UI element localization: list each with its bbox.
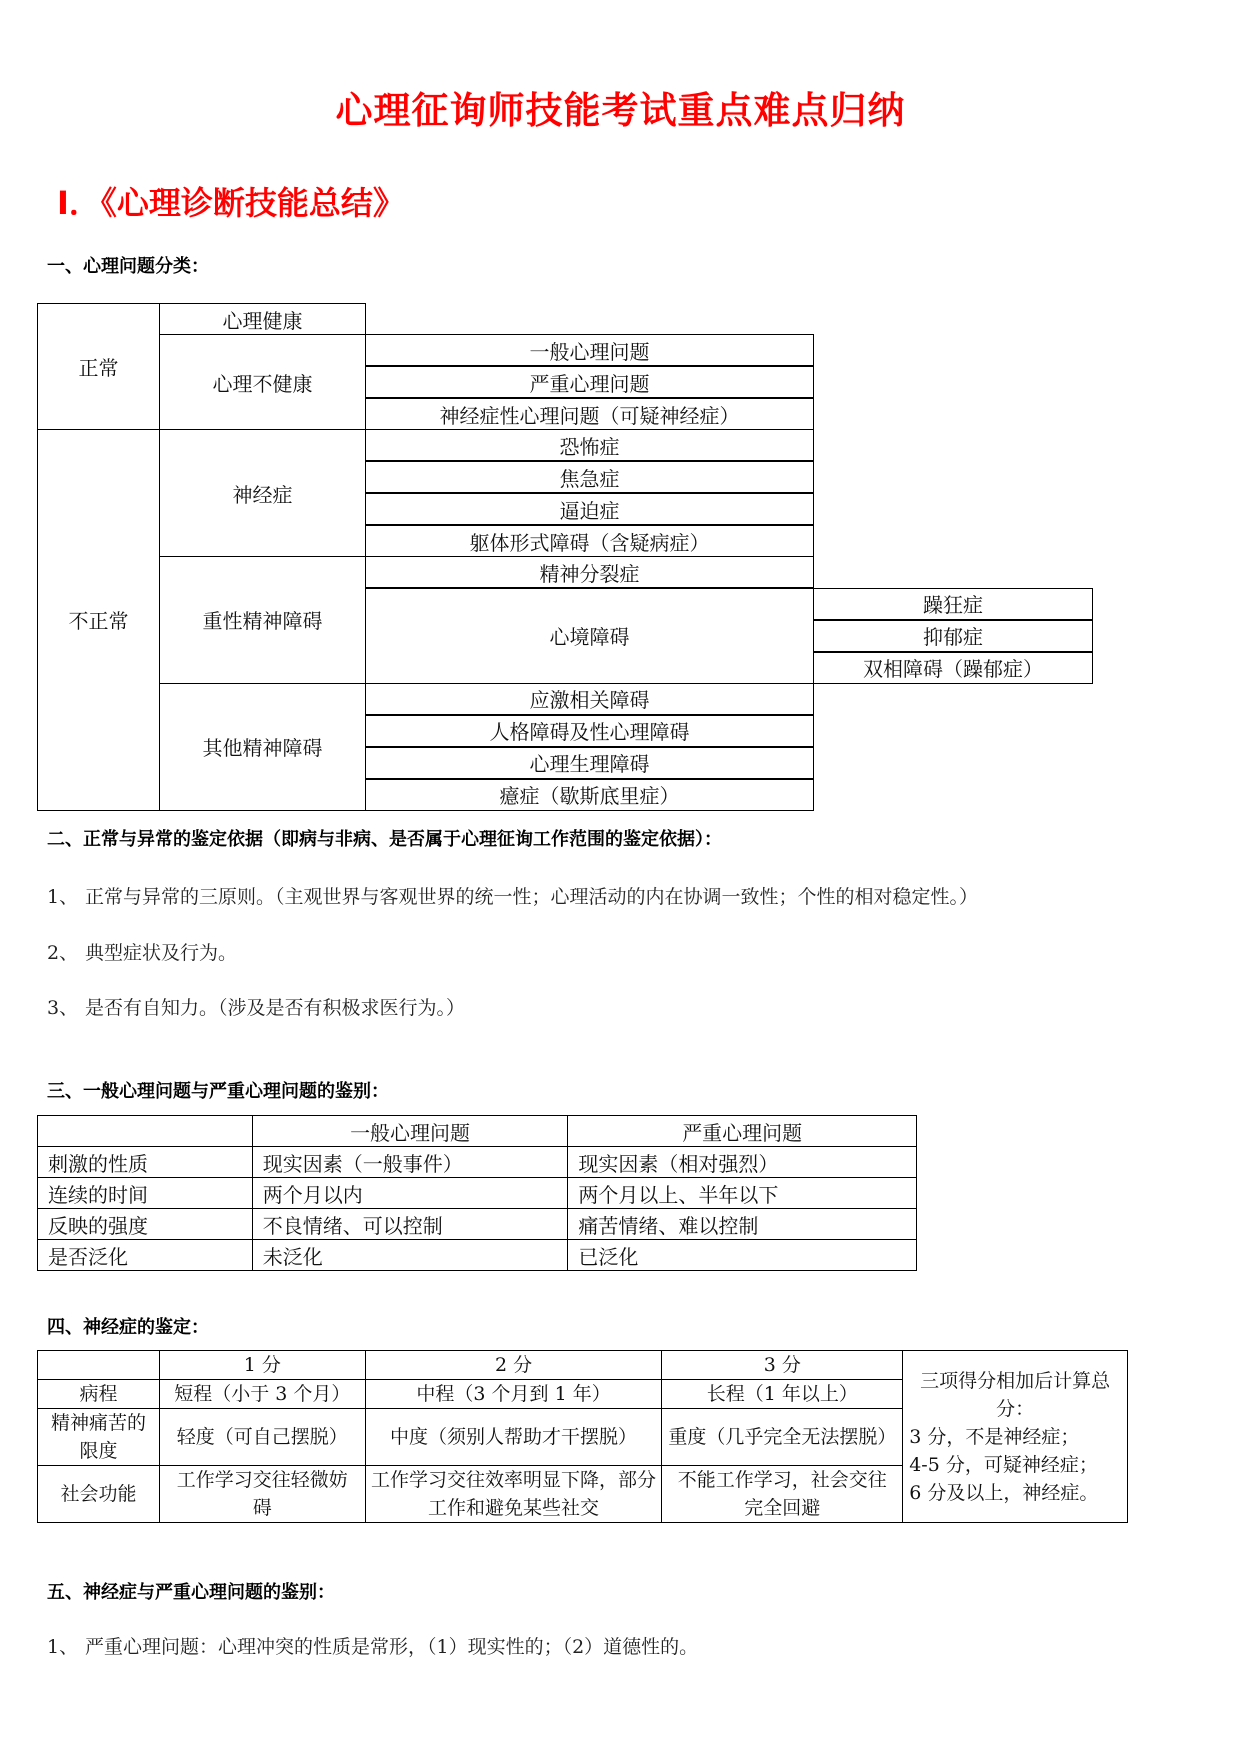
neurosis-vs-serious-item-1: 1、 严重心理问题：心理冲突的性质是常形，（1）现实性的；（2）道德性的。: [47, 1636, 699, 1658]
document-title: 心理征询师技能考试重点难点归纳: [335, 89, 906, 132]
table-row: 连续的时间 两个月以内 两个月以上、半年以下: [38, 1178, 917, 1209]
table-row: 是否泛化 未泛化 已泛化: [38, 1240, 917, 1271]
header-blank: [38, 1351, 160, 1380]
heading-neurosis-vs-serious: 五、神经症与严重心理问题的鉴别：: [47, 1582, 335, 1603]
distinction-table: [37, 1115, 917, 1271]
table-row: 精神痛苦的限度 轻度（可自己摆脱） 中度（须别人帮助才干摆脱） 重度（几乎完全无法摆脱）: [38, 1409, 1128, 1466]
header-general: 一般心理问题: [252, 1116, 568, 1147]
heading-neurosis-assessment: 四、神经症的鉴定：: [47, 1317, 209, 1338]
section-title: Ⅰ．《心理诊断技能总结》: [57, 184, 405, 222]
cell-schizophrenia: 精神分裂症: [366, 557, 814, 589]
table-row: 病程 短程（小于 3 个月） 中程（3 个月到 1 年） 长程（1 年以上）: [38, 1380, 1128, 1409]
table-row: 刺激的性质 现实因素（一般事件） 现实因素（相对强烈）: [38, 1147, 917, 1178]
criteria-item-2: 2、 典型症状及行为。: [47, 942, 238, 964]
criteria-item-1: 1、 正常与异常的三原则。（主观世界与客观世界的统一性；心理活动的内在协调一致性；个性的相对稳定性。）: [47, 886, 979, 908]
cell-unhealthy: 心理不健康: [160, 335, 366, 430]
cell-personality: 人格障碍及性心理障碍: [366, 715, 814, 747]
header-blank: [38, 1116, 253, 1147]
cell-neurosis: 神经症: [160, 430, 366, 557]
header-serious: 严重心理问题: [568, 1116, 917, 1147]
cell-mood-disorder: 心境障碍: [366, 588, 814, 683]
cell-severe-mental: 重性精神障碍: [160, 557, 366, 684]
cell-bipolar: 双相障碍（躁郁症）: [814, 652, 1093, 684]
heading-distinction: 三、一般心理问题与严重心理问题的鉴别：: [47, 1081, 389, 1102]
cell-serious-problem: 严重心理问题: [366, 366, 814, 398]
cell-hysteria: 癔症（歇斯底里症）: [366, 779, 814, 811]
cell-neurotic-problem: 神经症性心理问题（可疑神经症）: [366, 398, 814, 430]
table-row: 社会功能 工作学习交往轻微妨碍 工作学习交往效率明显下降，部分工作和避免某些社交 不能工作学习，社会交往完全回避: [38, 1466, 1128, 1523]
cell-stress: 应激相关障碍: [366, 683, 814, 715]
scoring-note: 三项得分相加后计算总分： 3 分，不是神经症； 4-5 分，可疑神经症； 6 分及以上，神经症。: [903, 1351, 1128, 1523]
cell-general-problem: 一般心理问题: [366, 335, 814, 367]
cell-depression: 抑郁症: [814, 620, 1093, 652]
classification-table: [37, 303, 1093, 811]
heading-classification: 一、心理问题分类：: [47, 256, 209, 277]
header-score-2: 2 分: [365, 1351, 662, 1380]
cell-anxiety: 焦急症: [366, 461, 814, 493]
cell-phobia: 恐怖症: [366, 430, 814, 462]
criteria-item-3: 3、 是否有自知力。（涉及是否有积极求医行为。）: [47, 997, 466, 1019]
cell-psychophysiological: 心理生理障碍: [366, 747, 814, 779]
neurosis-score-table: [37, 1350, 1128, 1523]
cell-somatoform: 躯体形式障碍（含疑病症）: [366, 525, 814, 557]
header-score-1: 1 分: [159, 1351, 365, 1380]
cell-mania: 躁狂症: [814, 588, 1093, 620]
cell-normal: 正常: [38, 304, 160, 430]
cell-healthy: 心理健康: [160, 304, 366, 335]
cell-ocd: 逼迫症: [366, 493, 814, 525]
heading-criteria: 二、正常与异常的鉴定依据（即病与非病、是否属于心理征询工作范围的鉴定依据）：: [47, 829, 722, 850]
cell-abnormal: 不正常: [38, 430, 160, 811]
cell-other-mental: 其他精神障碍: [160, 683, 366, 810]
table-row: 反映的强度 不良情绪、可以控制 痛苦情绪、难以控制: [38, 1209, 917, 1240]
header-score-3: 3 分: [662, 1351, 903, 1380]
